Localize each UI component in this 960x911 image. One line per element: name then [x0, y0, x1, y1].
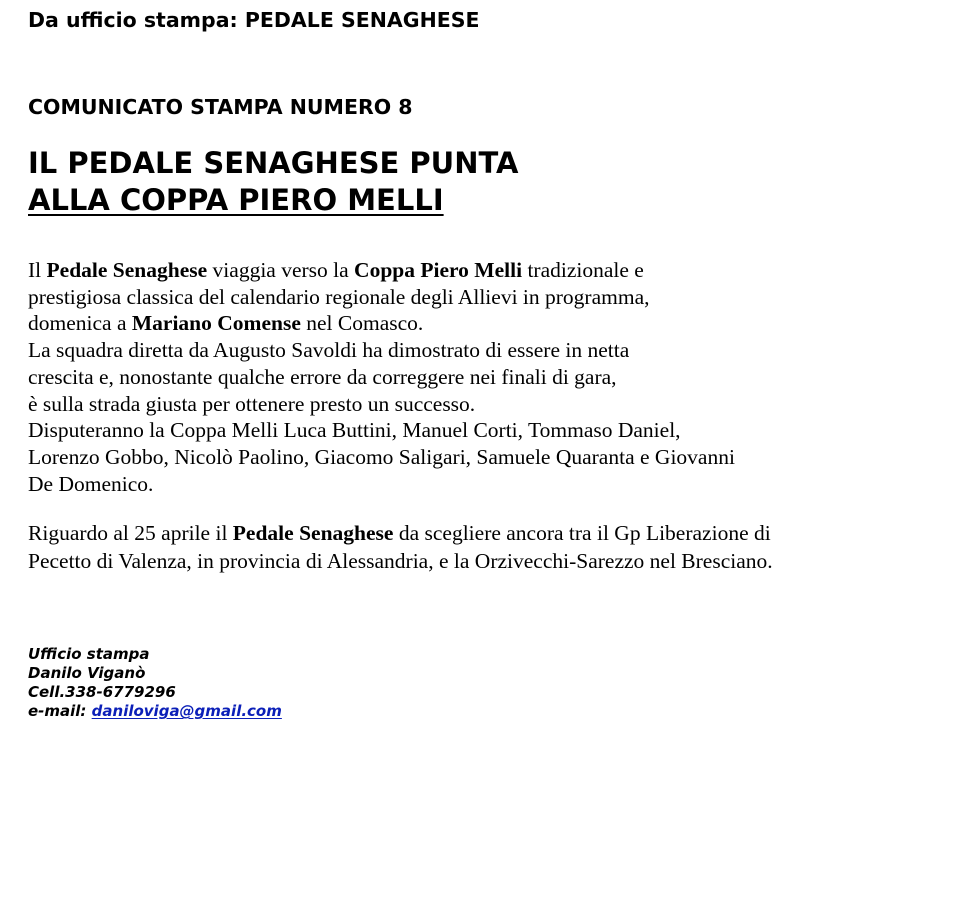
signature-email-row	[28, 702, 282, 721]
text-run: Disputeranno la Coppa Melli Luca Buttini, Manuel Corti, Tommaso Daniel,	[28, 418, 681, 443]
release-number: COMUNICATO STAMPA NUMERO 8	[28, 95, 413, 119]
signature-block	[28, 645, 282, 721]
email-label: e-mail:	[28, 702, 92, 720]
text-run: da scegliere ancora tra il Gp Liberazione di	[393, 521, 771, 545]
from-line: Da ufficio stampa: PEDALE SENAGHESE	[28, 8, 480, 32]
text-run: prestigiosa classica del calendario regionale degli Allievi in programma,	[28, 284, 650, 309]
text-run: De Domenico.	[28, 471, 154, 496]
text-run: crescita e, nonostante qualche errore da correggere nei finali di gara,	[28, 364, 617, 389]
text-run: Riguardo al 25 aprile il	[28, 521, 233, 545]
signature-phone: Cell.338-6779296	[28, 683, 176, 701]
bold-text-run: Mariano Comense	[131, 311, 301, 336]
text-run: Pecetto di Valenza, in provincia di Alessandria, e la Orzivecchi-Sarezzo nel Bresciano.	[28, 548, 773, 573]
email-link[interactable]: daniloviga@gmail.com	[91, 702, 282, 720]
text-run: domenica a	[28, 311, 132, 336]
headline-line-2: ALLA COPPA PIERO MELLI	[28, 183, 444, 217]
text-run: nel Comasco.	[300, 311, 424, 336]
text-run: Il	[28, 258, 47, 282]
body-paragraph-1	[28, 257, 735, 497]
signature-name: Danilo Viganò	[28, 664, 146, 682]
headline	[28, 145, 518, 219]
bold-text-run: Pedale Senaghese	[46, 258, 208, 282]
text-run: viaggia verso la	[207, 258, 355, 282]
text-run: è sulla strada giusta per ottenere presto un successo.	[28, 391, 476, 416]
bold-text-run: Pedale Senaghese	[232, 521, 394, 545]
body-paragraph-2	[28, 520, 773, 575]
bold-text-run: Coppa Piero Melli	[354, 258, 523, 282]
text-run: tradizionale e	[522, 258, 644, 282]
signature-office: Ufficio stampa	[28, 645, 150, 663]
text-run: La squadra diretta da Augusto Savoldi ha dimostrato di essere in netta	[28, 338, 630, 363]
headline-line-1: IL PEDALE SENAGHESE PUNTA	[28, 146, 519, 180]
text-run: Lorenzo Gobbo, Nicolò Paolino, Giacomo Saligari, Samuele Quaranta e Giovanni	[28, 444, 735, 469]
